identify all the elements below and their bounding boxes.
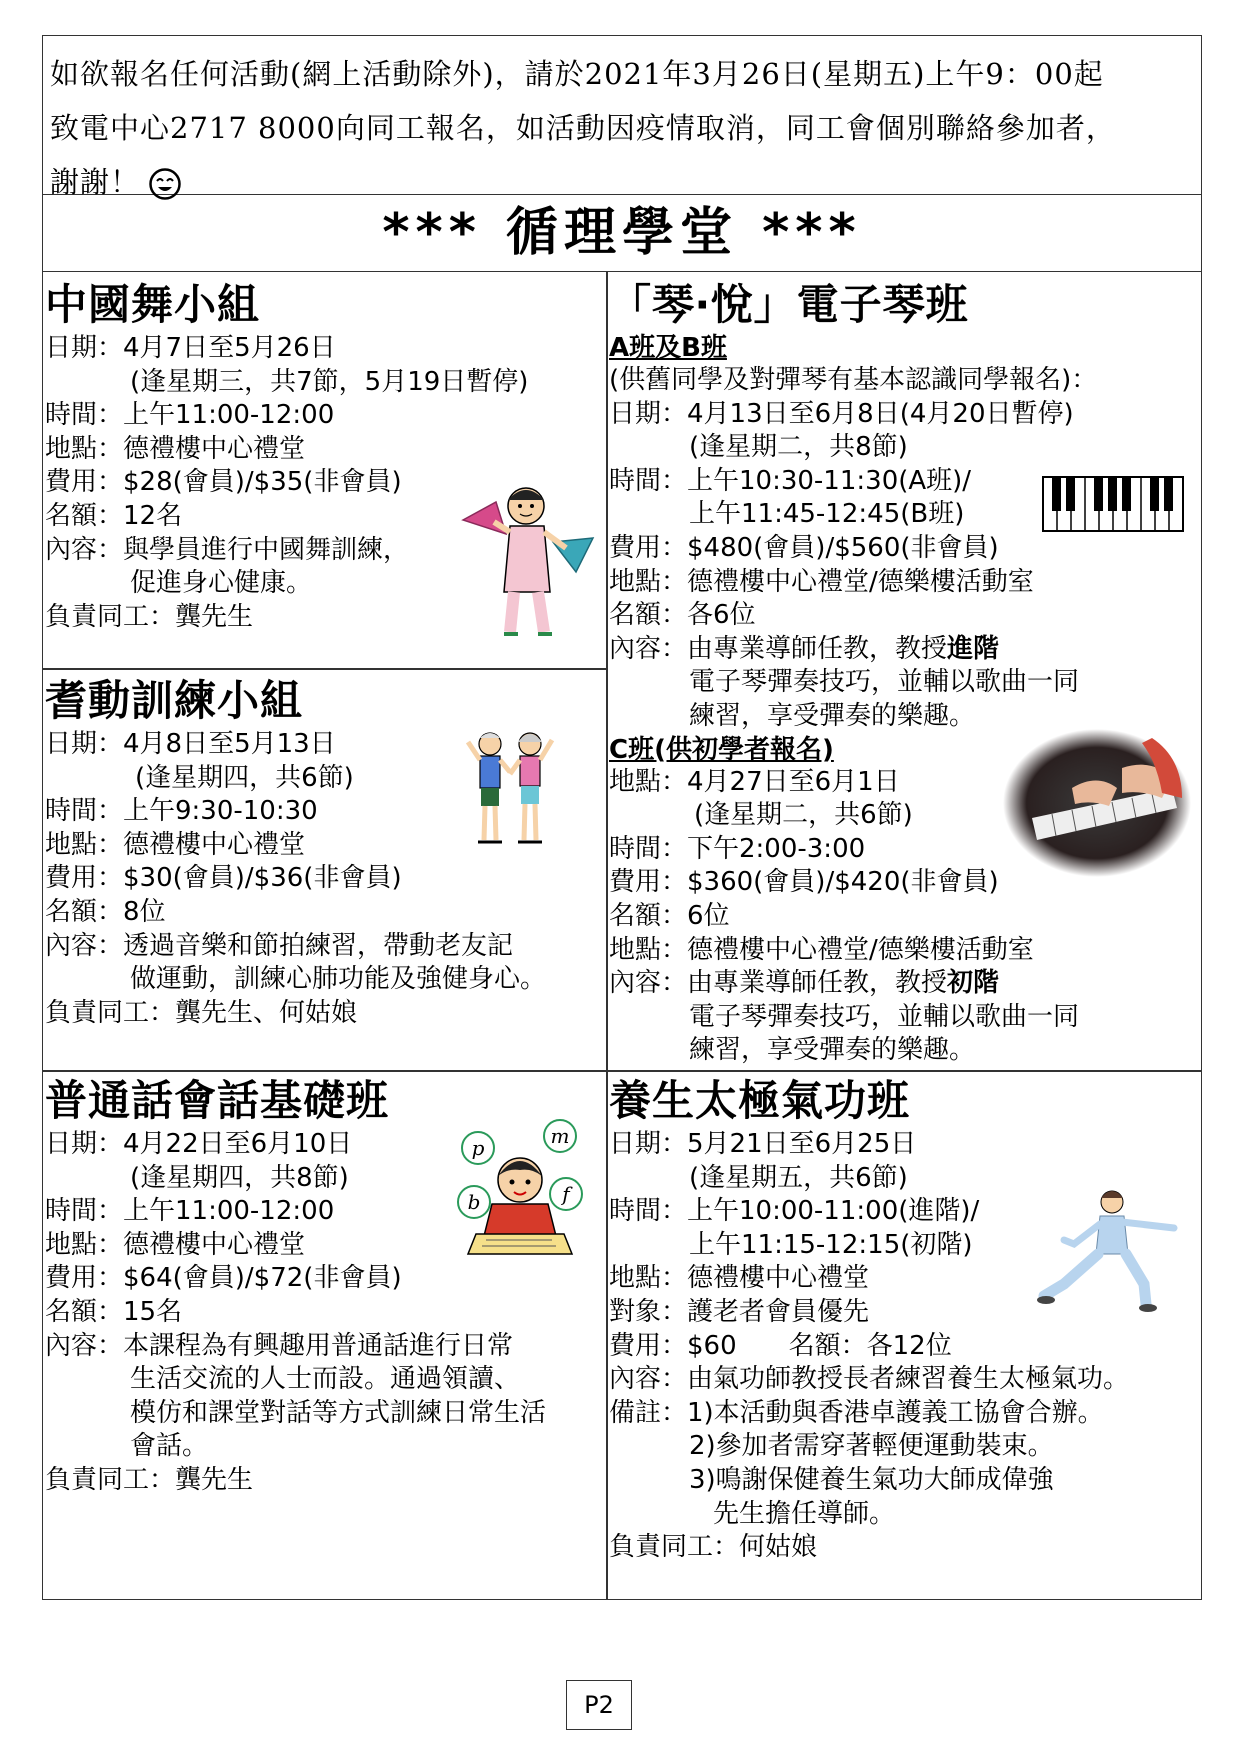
mandarin-line: 名額：15名	[45, 1296, 183, 1327]
dance-line: 費用：$28(會員)/$35(非會員)	[45, 467, 402, 498]
mandarin-line: (逢星期四，共8節)	[130, 1162, 349, 1193]
keyboard-c-line: (逢星期二，共6節)	[694, 800, 913, 831]
elderly-exercise-illustration	[460, 722, 560, 852]
exercise-line: (逢星期四，共6節)	[135, 762, 354, 793]
taichi-line: 備註：1)本活動與香港卓護義工協會合辦。	[609, 1397, 1104, 1428]
taichi-figure-illustration	[1034, 1184, 1184, 1314]
taichi-line: 先生擔任導師。	[713, 1498, 896, 1529]
keyboard-ab-line: 日期：4月13日至6月8日(4月20日暫停)	[609, 398, 1074, 429]
row-divider-middle	[42, 1070, 1202, 1072]
taichi-line: 負責同工：何姑娘	[609, 1532, 818, 1563]
mandarin-line: 內容：本課程為有興趣用普通話進行日常	[45, 1330, 514, 1361]
keyboard-ab-line: (供舊同學及對彈琴有基本認識同學報名)：	[609, 365, 1098, 395]
keyboard-c-content	[609, 967, 1202, 1001]
page-number: P2	[566, 1680, 632, 1730]
keyboard-c-line: 電子琴彈奏技巧，並輔以歌曲一同	[689, 1001, 1080, 1032]
taichi-line: 對象：護老者會員優先	[609, 1296, 870, 1327]
section-banner: *** 循理學堂 ***	[42, 195, 1202, 272]
exercise-line: 費用：$30(會員)/$36(非會員)	[45, 863, 402, 894]
keyboard-ab-line: (逢星期二，共8節)	[689, 432, 908, 463]
notice-line-1: 如欲報名任何活動(網上活動除外)，請於2021年3月26日(星期五)上午9：00起	[50, 57, 1104, 91]
mandarin-line: 模仿和課堂對話等方式訓練日常生活	[130, 1397, 547, 1428]
pinyin-student-illustration	[456, 1118, 586, 1258]
keyboard-ab-line: 上午11:45-12:45(B班)	[689, 499, 965, 530]
mandarin-line: 時間：上午11:00-12:00	[45, 1196, 335, 1227]
mandarin-line: 日期：4月22日至6月10日	[45, 1129, 353, 1159]
row-divider-left	[42, 668, 606, 670]
taichi-line: 上午11:15-12:15(初階)	[689, 1229, 973, 1260]
keyboard-title: 「琴‧悅」電子琴班	[609, 280, 969, 329]
keyboard-c-line: 地點：德禮樓中心禮堂/德樂樓活動室	[609, 934, 1034, 965]
taichi-line: 日期：5月21日至6月25日	[609, 1129, 917, 1159]
mandarin-line: 生活交流的人士而設。通過領讀、	[130, 1364, 521, 1395]
piano-keys-icon	[1042, 476, 1184, 532]
dance-line: 負責同工：龔先生	[45, 601, 254, 632]
exercise-line: 內容：透過音樂和節拍練習，帶動老友記	[45, 930, 514, 961]
keyboard-ab-heading: A班及B班	[609, 333, 727, 363]
keyboard-c-line: 地點：4月27日至6月1日	[609, 766, 900, 797]
pinyin-bubble: f	[562, 1182, 570, 1206]
piano-playing-photo	[1002, 728, 1192, 878]
mandarin-line: 費用：$64(會員)/$72(非會員)	[45, 1263, 402, 1294]
keyboard-ab-line: 費用：$480(會員)/$560(非會員)	[609, 532, 999, 563]
keyboard-c-line: 時間：下午2:00-3:00	[609, 833, 866, 864]
notice-line-3: 謝謝！	[50, 165, 141, 199]
notice-line-2: 致電中心2717 8000向同工報名，如活動因疫情取消，同工會個別聯絡參加者，	[50, 111, 1116, 145]
mandarin-line: 會話。	[130, 1431, 209, 1462]
mandarin-line: 地點：德禮樓中心禮堂	[45, 1229, 306, 1260]
keyboard-ab-content-prefix: 內容：由專業導師任教，教授	[609, 633, 948, 664]
dance-line: 內容：與學員進行中國舞訓練，	[45, 534, 410, 565]
taichi-line: (逢星期五，共6節)	[689, 1162, 908, 1193]
exercise-title: 耆動訓練小組	[45, 676, 304, 725]
exercise-line: 做運動，訓練心肺功能及強健身心。	[130, 964, 547, 995]
pinyin-bubble: p	[471, 1136, 485, 1160]
taichi-line: 內容：由氣功師教授長者練習養生太極氣功。	[609, 1364, 1130, 1395]
keyboard-c-level: 初階	[947, 968, 1000, 999]
mandarin-title: 普通話會話基礎班	[45, 1076, 390, 1125]
dance-line: (逢星期三，共7節，5月19日暫停)	[130, 366, 529, 397]
dance-line: 名額：12名	[45, 500, 183, 531]
keyboard-ab-line: 地點：德禮樓中心禮堂/德樂樓活動室	[609, 566, 1034, 597]
taichi-section	[606, 1074, 1202, 1565]
dance-line: 地點：德禮樓中心禮堂	[45, 433, 306, 464]
dance-line: 日期：4月7日至5月26日	[45, 333, 336, 363]
keyboard-ab-line: 名額：各6位	[609, 600, 756, 631]
taichi-line: 時間：上午10:00-11:00(進階)/	[609, 1196, 980, 1227]
taichi-line: 2)參加者需穿著輕便運動裝束。	[689, 1431, 1054, 1462]
keyboard-c-content-prefix: 內容：由專業導師任教，教授	[609, 968, 948, 999]
registration-notice	[42, 35, 1202, 199]
keyboard-ab-line: 練習，享受彈奏的樂趣。	[689, 700, 976, 731]
pinyin-bubble: m	[550, 1124, 570, 1148]
pinyin-bubble: b	[467, 1190, 481, 1214]
exercise-line: 負責同工：龔先生、何姑娘	[45, 997, 358, 1028]
keyboard-section	[606, 278, 1202, 1068]
taichi-line: 費用：$60 名額：各12位	[609, 1330, 952, 1361]
dance-line: 促進身心健康。	[130, 568, 313, 599]
exercise-line: 時間：上午9:30-10:30	[45, 796, 318, 827]
exercise-line: 日期：4月8日至5月13日	[45, 729, 336, 759]
keyboard-ab-line: 電子琴彈奏技巧，並輔以歌曲一同	[689, 667, 1080, 698]
exercise-line: 名額：8位	[45, 896, 166, 927]
keyboard-ab-content	[609, 633, 1202, 667]
taichi-line: 3)鳴謝保健養生氣功大師成偉強	[689, 1464, 1054, 1495]
keyboard-ab-line: 時間：上午10:30-11:30(A班)/	[609, 465, 972, 496]
fan-dancer-illustration	[458, 482, 598, 642]
keyboard-c-line: 名額：6位	[609, 900, 730, 931]
keyboard-ab-level: 進階	[947, 633, 1000, 664]
mandarin-line: 負責同工：龔先生	[45, 1464, 254, 1495]
exercise-line: 地點：德禮樓中心禮堂	[45, 829, 306, 860]
keyboard-c-line: 練習，享受彈奏的樂趣。	[689, 1035, 976, 1066]
keyboard-c-line: 費用：$360(會員)/$420(非會員)	[609, 867, 999, 898]
keyboard-c-heading: C班(供初學者報名)	[609, 734, 834, 765]
dance-line: 時間：上午11:00-12:00	[45, 400, 335, 431]
taichi-title: 養生太極氣功班	[609, 1076, 911, 1125]
dance-title: 中國舞小組	[45, 280, 261, 329]
taichi-line: 地點：德禮樓中心禮堂	[609, 1263, 870, 1294]
